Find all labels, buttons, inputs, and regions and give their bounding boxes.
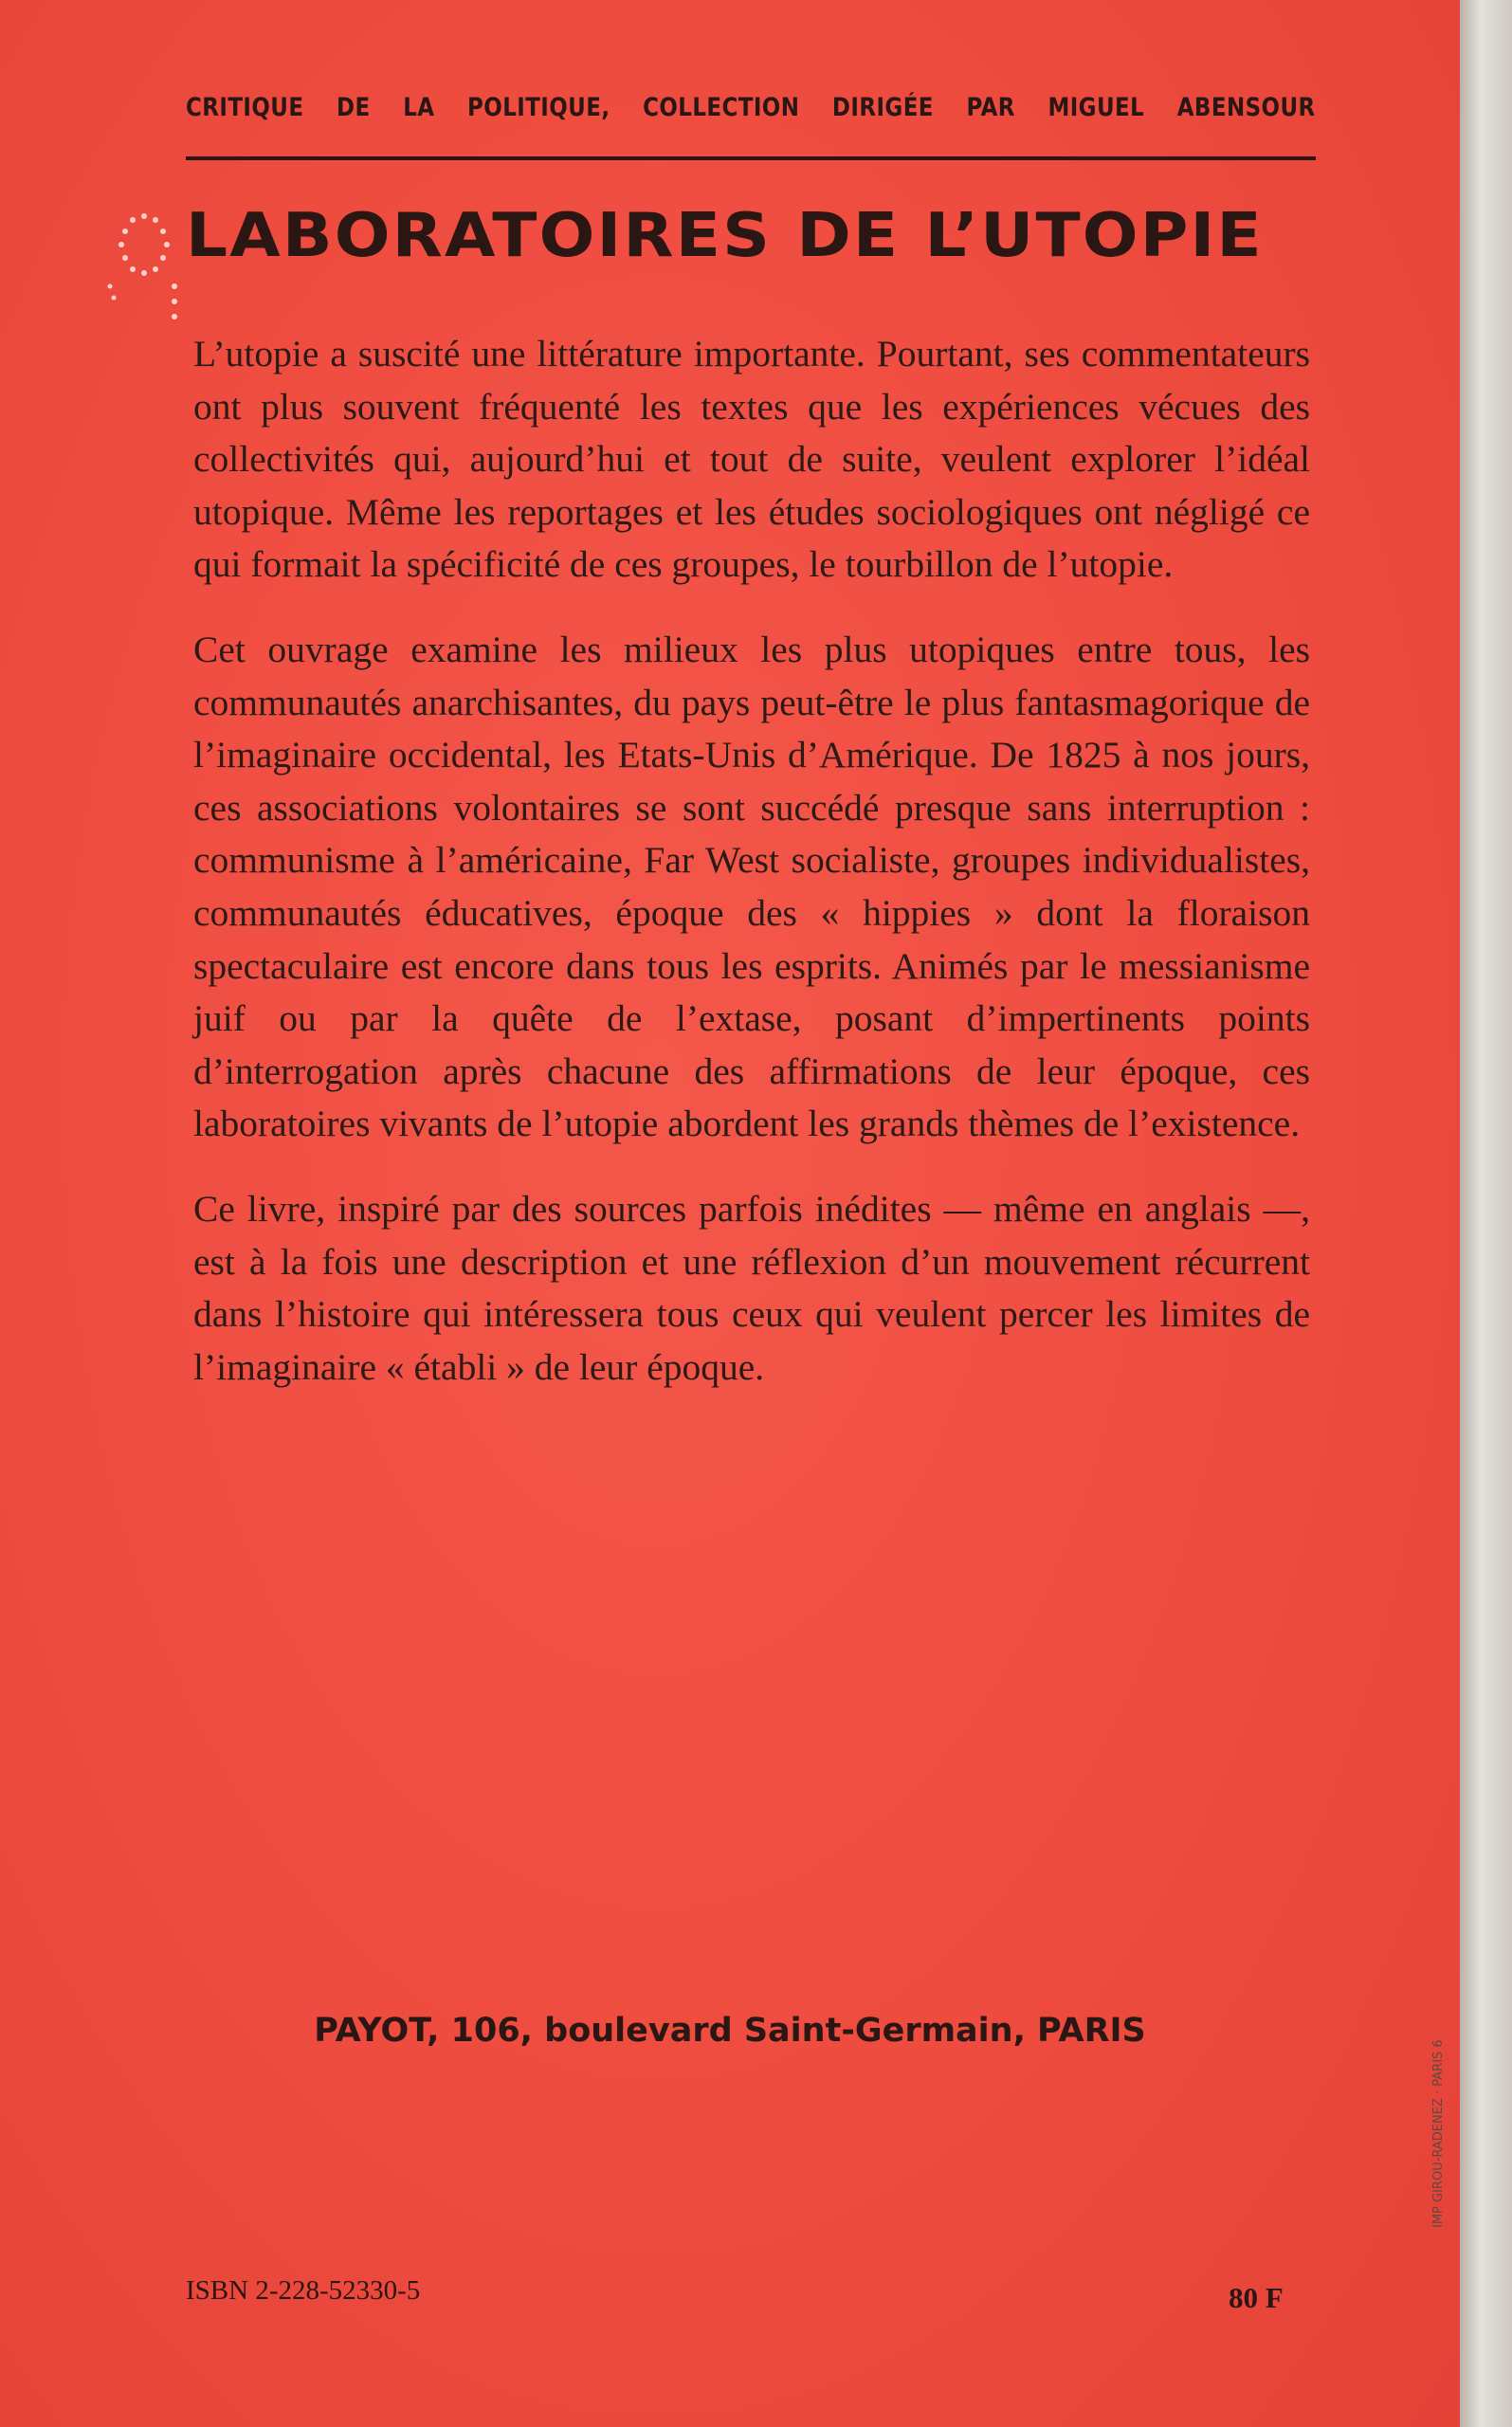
dotted-ornament-icon <box>106 210 182 324</box>
collection-word: MIGUEL <box>1047 93 1145 122</box>
blurb-paragraph: Ce livre, inspiré par des sources parfois inédites — même en anglais —, est à la fois une description et une réflexion d’un mouvement récurrent dans l’histoire qui intéressera tous ceux qui veulent percer les limites de l’imaginaire « établi » de leur époque. <box>193 1187 1310 1388</box>
collection-word: CRITIQUE <box>186 93 304 122</box>
collection-word: LA <box>403 93 435 122</box>
isbn: ISBN 2-228-52330-5 <box>186 2275 421 2306</box>
blurb-paragraph: L’utopie a suscité une littérature importante. Pourtant, ses commentateurs ont plus souvent fréquenté les textes que les expériences vécues des collectivités qui, aujourd’hui et tout de suite, veulent explorer l’idéal utopique. Même les reportages et les études sociologiques ont négligé ce qui formait la spécificité de ces groupes, le tourbillon de l’utopie. <box>193 333 1310 586</box>
blurb-text <box>193 328 1310 1426</box>
page-edge <box>1460 0 1512 2427</box>
collection-word: COLLECTION <box>643 93 800 122</box>
collection-word: ABENSOUR <box>1176 93 1316 122</box>
collection-word: DIRIGÉE <box>831 93 934 122</box>
publisher-address: PAYOT, 106, boulevard Saint-Germain, PARIS <box>314 2012 1146 2050</box>
printer-imprint: IMP GIROU-RADENEZ · PARIS 6 <box>1431 2039 1446 2228</box>
header-divider <box>186 156 1316 160</box>
collection-line <box>186 93 1316 122</box>
collection-word: POLITIQUE, <box>467 93 610 122</box>
collection-word: PAR <box>966 93 1015 122</box>
book-title: LABORATOIRES DE L’UTOPIE <box>186 201 1264 271</box>
blurb-paragraph: Cet ouvrage examine les milieux les plus utopiques entre tous, les communautés anarchisantes, du pays peut-être le plus fantasmagorique de l’imaginaire occidental, les Etats-Unis d’Amérique. De 1825 à nos jours, ces associations volontaires se sont succédé presque sans interruption : communisme à l’américaine, Far West socialiste, groupes individualistes, communautés éducatives, époque des « hippies » dont la floraison spectaculaire est encore dans tous les esprits. Animés par le messianisme juif ou par la quête de l’extase, posant d’impertinents points d’interrogation après chacune des affirmations de leur époque, ces laboratoires vivants de l’utopie abordent les grands thèmes de l’existence. <box>193 628 1310 1145</box>
collection-word: DE <box>337 93 371 122</box>
price: 80 F <box>1229 2281 1284 2314</box>
